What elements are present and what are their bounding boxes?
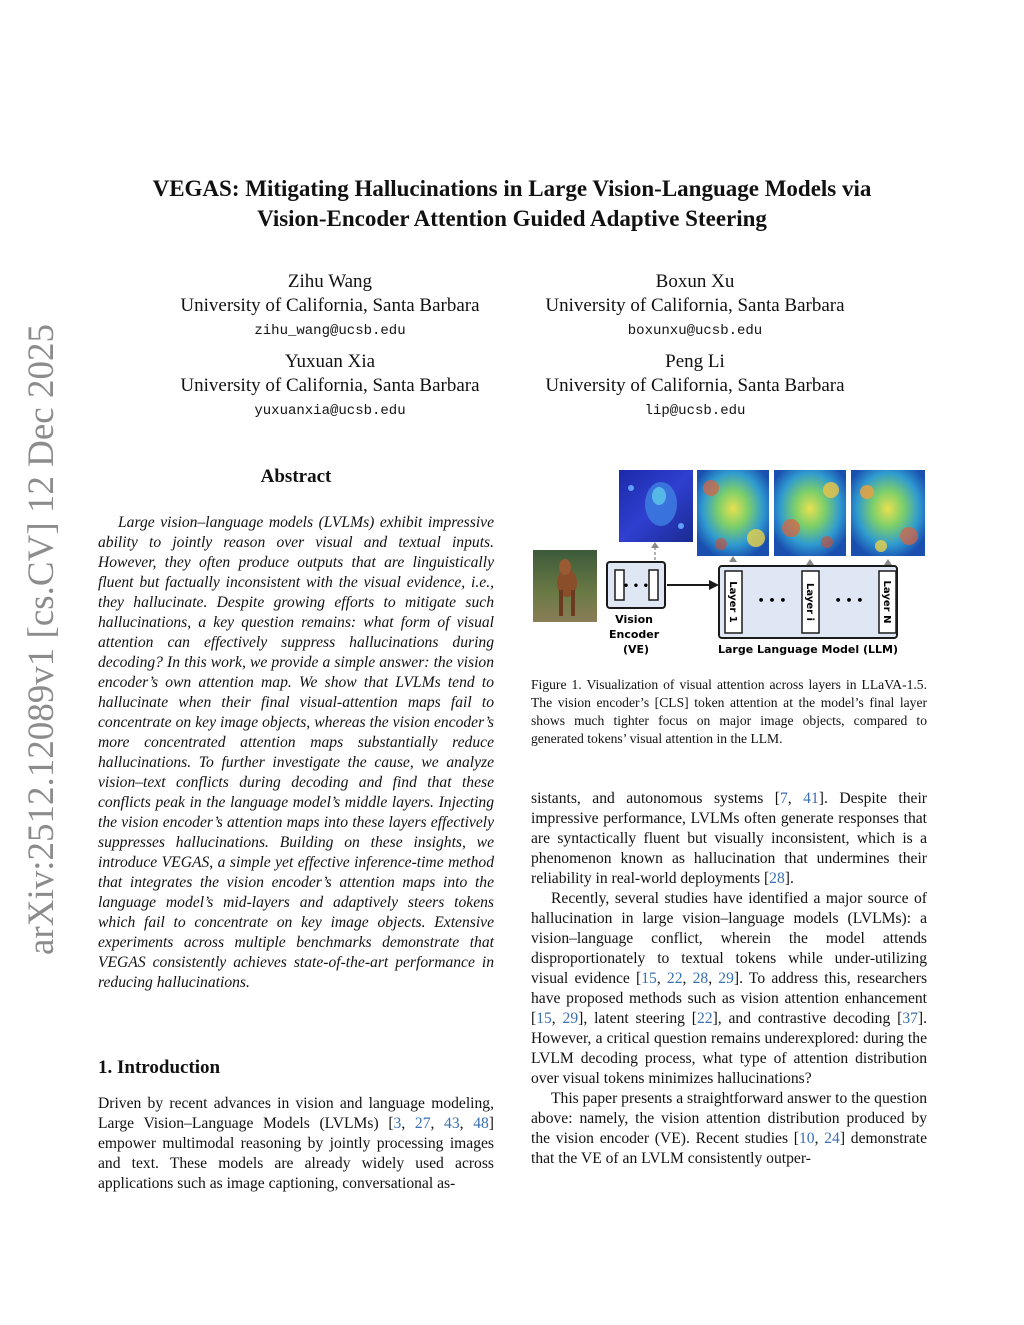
layer-n-label: Layer N (881, 580, 892, 624)
citation-link[interactable]: 7 (780, 790, 788, 807)
vision-encoder-block (607, 562, 665, 608)
citation-link[interactable]: 48 (473, 1115, 489, 1132)
text-run: ], and contrastive decoding [ (712, 1010, 903, 1027)
llm-block (719, 566, 897, 638)
figure-1-caption: Figure 1. Visualization of visual attention across layers in LLaVA-1.5. The vision encoder’s [CLS] token attention at the model’s final layer shows much tighter focus on major image objects, compared to generated tokens’ visual attention in the LLM. (531, 677, 927, 746)
author-email[interactable]: boxunxu@ucsb.edu (627, 323, 763, 339)
layers-ellipsis: • • • (834, 594, 864, 607)
text-run: , (401, 1115, 415, 1132)
title-line-1: VEGAS: Mitigating Hallucinations in Large Vision-Language Models via (152, 176, 872, 201)
author-block (140, 270, 520, 344)
citation-link[interactable]: 29 (718, 970, 734, 987)
layer-i-label: Layer i (804, 583, 815, 621)
encoder-ellipsis: • • • (622, 581, 650, 592)
label-line: Vision (615, 613, 653, 626)
vision-encoder-attention-map (619, 470, 693, 542)
text-run: , (656, 970, 667, 987)
citation-link[interactable]: 15 (536, 1010, 552, 1027)
citation-link[interactable]: 22 (696, 1010, 713, 1027)
llm-layer-i-attention-map (774, 470, 846, 556)
citation-link[interactable]: 43 (444, 1115, 460, 1132)
figure-1 (531, 468, 927, 663)
arxiv-identifier-stamp: arXiv:2512.12089v1 [cs.CV] 12 Dec 2025 (21, 324, 62, 955)
author-name: Boxun Xu (655, 271, 735, 292)
abstract-body (98, 513, 494, 993)
author-email[interactable]: lip@ucsb.edu (644, 403, 746, 419)
author-block (140, 350, 520, 424)
right-column-body (531, 789, 927, 1169)
author-affiliation: University of California, Santa Barbara (180, 375, 480, 396)
label-line: (VE) (622, 643, 650, 656)
label-line: Encoder (608, 628, 660, 641)
author-name: Peng Li (665, 351, 725, 372)
title-line-2: Vision-Encoder Attention Guided Adaptive Steering (257, 206, 767, 231)
introduction-body (98, 1094, 494, 1194)
input-horse-image (533, 550, 597, 622)
arrowhead (709, 580, 719, 590)
paragraph (531, 889, 927, 1089)
text-run: ]. To address this, researchers have proposed methods such as vision attention enhancement [ (531, 970, 928, 1027)
text-run: Driven by recent advances in vision and language modeling, Large Vision–Language Models (LVLMs) [ (98, 1095, 494, 1132)
author-name: Zihu Wang (287, 271, 373, 292)
abstract-paragraph: Large vision–language models (LVLMs) exhibit impressive ability to jointly reason over visual and textual inputs. However, they often produce outputs that are linguistically fluent but factually inconsistent with the visual evidence, i.e., they hallucinate. Despite growing efforts to mitigate such hallucinations, a key question remains: what form of visual attention can effectively suppress hallucinations during decoding? In this work, we provide a simple answer: the vision encoder’s own attention map. We show that LVLMs tend to hallucinate when their final visual-attention maps fail to concentrate on key image objects, whereas the vision encoder’s more concentrated attention maps substantially reduce hallucinations. To further investigate the cause, we analyze vision–text conflicts during decoding and find that these conflicts peak in the language model’s middle layers. Injecting the vision encoder’s attention maps into these layers effectively suppresses hallucinations. Building on these insights, we introduce VEGAS, a simple yet effective inference-time method that integrates the vision encoder’s attention maps into the language model’s mid-layers and adaptively steers tokens which fail to concentrate on key image objects. Extensive experiments across multiple benchmarks demonstrate that VEGAS consistently achieves state-of-the-art performance in reducing hallucinations. (98, 514, 494, 991)
citation-link[interactable]: 29 (562, 1010, 579, 1027)
author-affiliation: University of California, Santa Barbara (180, 295, 480, 316)
text-run: , (708, 970, 719, 987)
citation-link[interactable]: 28 (769, 870, 785, 887)
text-run: , (787, 790, 804, 807)
citation-link[interactable]: 41 (803, 790, 819, 807)
section-heading-introduction: 1. Introduction (98, 1057, 221, 1078)
text-run: ] empower multimodal reasoning by jointly processing images and text. These models are already widely used across applications such as image captioning, conversational as- (98, 1115, 494, 1192)
citation-link[interactable]: 3 (393, 1115, 402, 1132)
text-run: ] demonstrate that the VE of an LVLM consistently outper- (531, 1130, 927, 1167)
citation-link[interactable]: 37 (902, 1010, 918, 1027)
text-run: ]. Despite their impressive performance, LVLMs often generate responses that are syntactically fluent but visually inconsistent, which is a phenomenon known as hallucination that undermines their reliability in real-world deployments [ (531, 790, 927, 887)
text-run: , (430, 1115, 445, 1132)
author-block (505, 270, 885, 344)
author-email[interactable]: zihu_wang@ucsb.edu (254, 323, 406, 339)
paragraph (531, 789, 927, 889)
paper-title (100, 174, 924, 234)
citation-link[interactable]: 24 (824, 1130, 840, 1147)
author-affiliation: University of California, Santa Barbara (545, 375, 845, 396)
text-run: sistants, and autonomous systems [ (531, 790, 780, 807)
vision-encoder-label (609, 613, 663, 656)
citation-link[interactable]: 10 (798, 1130, 815, 1147)
llm-layer-n-attention-map (851, 470, 925, 556)
text-run: ], latent steering [ (578, 1010, 697, 1027)
text-run: , (551, 1010, 563, 1027)
intro-paragraph (98, 1094, 494, 1194)
citation-link[interactable]: 28 (692, 970, 709, 987)
author-email[interactable]: yuxuanxia@ucsb.edu (254, 403, 406, 419)
author-block (505, 350, 885, 424)
layer-1-label: Layer 1 (727, 581, 738, 623)
llm-label: Large Language Model (LLM) (717, 643, 899, 656)
citation-link[interactable]: 15 (641, 970, 657, 987)
author-affiliation: University of California, Santa Barbara (545, 295, 845, 316)
text-run: , (814, 1130, 825, 1147)
paragraph (531, 1089, 927, 1169)
architecture-diagram (531, 468, 927, 663)
llm-layer-1-attention-map (697, 470, 769, 556)
text-run: This paper presents a straightforward answer to the question above: namely, the vision attention distribution produced by the vision encoder (VE). Recent studies [ (531, 1090, 927, 1147)
layers-ellipsis: • • • (757, 594, 787, 607)
text-run: ]. (784, 870, 794, 887)
text-run: Recently, several studies have identified a major source of hallucination in large vision–language models (LVLMs): a vision–language conflict, wherein the model attends disproportionately to textual tokens while under-utilizing visual evidence [ (531, 890, 927, 987)
citation-link[interactable]: 22 (666, 970, 683, 987)
text-run: ]. However, a critical question remains underexplored: during the LVLM decoding process, what type of attention distribution over visual tokens minimizes hallucinations? (531, 1010, 928, 1087)
citation-link[interactable]: 27 (414, 1115, 431, 1132)
abstract-heading: Abstract (260, 466, 332, 487)
author-name: Yuxuan Xia (284, 351, 376, 372)
text-run: , (682, 970, 693, 987)
text-run: , (459, 1115, 474, 1132)
